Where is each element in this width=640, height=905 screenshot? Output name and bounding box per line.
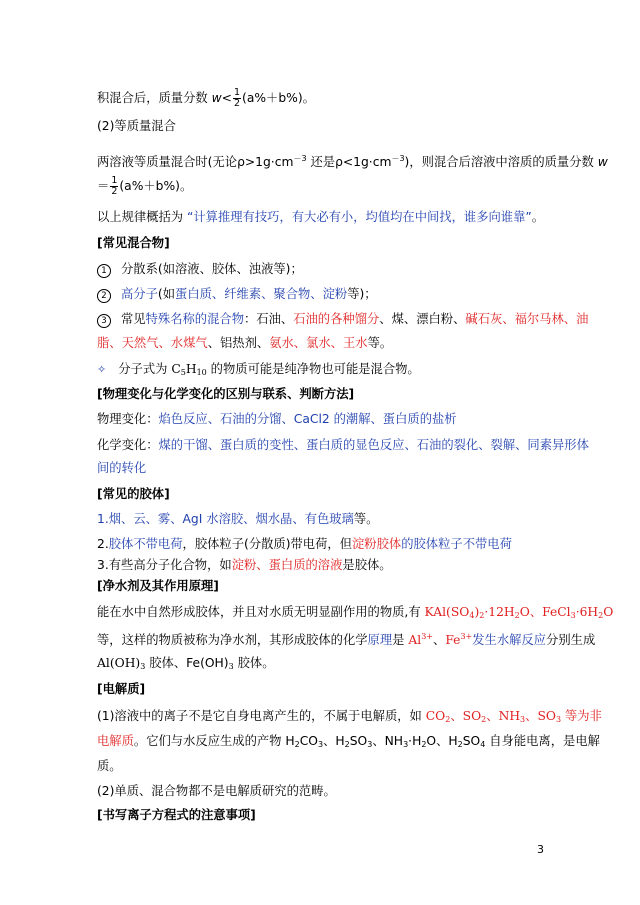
page-number: 3 — [537, 843, 544, 856]
section-heading-physical-chemical-change: [物理变化与化学变化的区别与联系、判断方法] — [97, 387, 355, 401]
text-line-mixing-after-volume: 积混合后，质量分数 w< $\frac{1}{2}$ (a%＋b%)。 — [97, 87, 315, 109]
colloid-item-1: 1.烟、云、雾、AgI 水溶胶、烟水晶、有色玻璃等。 — [97, 512, 379, 526]
section-heading-water-purifier: [净水剂及其作用原理] — [97, 579, 219, 593]
fraction-half: $\frac{1}{2}$ — [233, 87, 241, 109]
electrolyte-text-2: (2)单质、混合物都不是电解质研究的范畴。 — [97, 784, 336, 798]
note-c5h10: ✧ 分子式为 $C_5H_{10}$ 的物质可能是纯净物也可能是混合物。 — [97, 362, 420, 377]
diamond-bullet-icon: ✧ — [97, 363, 107, 376]
list-item-dispersion: 1 分散系(如溶液、胶体、浊液等)； — [97, 261, 562, 278]
section-heading-common-mixtures: [常见混合物] — [97, 236, 170, 250]
colloid-item-2: 2.胶体不带电荷，胶体粒子(分散质)带电荷，但淀粉胶体的胶体粒子不带电荷 — [97, 537, 512, 551]
text-line-equal-mass: (2)等质量混合 — [97, 119, 176, 133]
electrolyte-text-1: (1)溶液中的离子不是它自身电离产生的，不属于电解质，如 $CO_2$、$SO_2$、$NH_3$、$SO_3$ 等为非 — [97, 709, 602, 724]
electrolyte-text-1-end: 质。 — [97, 759, 122, 773]
list-item-special-mixtures-cont: 脂、天然气、水煤气、铝热剂、氨水、氯水、王水等。 — [97, 336, 393, 350]
text-line-equal-mass-desc: 两溶液等质量混合时(无论$\rho>1g\cdot cm^{-3}$ 还是$\rho<1g\cdot cm^{-3}$)，则混合后溶液中溶质的质量分数 w — [97, 154, 608, 169]
list-item-special-mixtures: 3 常见特殊名称的混合物：石油、石油的各种馏分、煤、漂白粉、碱石灰、福尔马林、油 — [97, 311, 562, 328]
section-heading-electrolyte: [电解质] — [97, 682, 146, 696]
circled-number: 3 — [97, 314, 111, 328]
section-heading-common-colloids: [常见的胶体] — [97, 487, 170, 501]
list-item-polymer: 2 高分子(如蛋白质、纤维素、聚合物、淀粉等)； — [97, 286, 562, 303]
electrolyte-text-1-cont: 电解质。它们与水反应生成的产物 $H_2CO_3$、$H_2SO_3$、$NH_3\cdot H_2O$、$H_2SO_4$ 自身能电离，是电解 — [97, 734, 600, 749]
text-line-rule-summary: 以上规律概括为 “计算推理有技巧，有大必有小，均值均在中间找，谁多向谁靠”。 — [97, 210, 545, 224]
purifier-text-2: 等，这样的物质被称为净水剂，其形成胶体的化学原理是 $Al^{3+}$、$Fe^{3+}$发生水解反应分别生成 — [97, 632, 596, 647]
text-physical-change: 物理变化：焰色反应、石油的分馏、CaCl2 的潮解、蛋白质的盐析 — [97, 412, 457, 426]
section-heading-ionic-equation-notes: [书写离子方程式的注意事项] — [97, 808, 256, 822]
purifier-text-3: $Al(OH)_3$ 胶体、$Fe(OH)_3$ 胶体。 — [97, 656, 275, 671]
circled-number: 2 — [97, 289, 111, 303]
text-line-fraction-result: ＝ $\frac{1}{2}$ (a%＋b%)。 — [97, 175, 193, 197]
text-chemical-change-cont: 间的转化 — [97, 461, 147, 475]
text-chemical-change: 化学变化：煤的干馏、蛋白质的变性、蛋白质的显色反应、石油的裂化、裂解、同素异形体 — [97, 438, 589, 452]
fraction-half-2: $\frac{1}{2}$ — [111, 175, 118, 197]
purifier-text-1: 能在水中自然形成胶体，并且对水质无明显副作用的物质,有 $KAl(SO_4)_2\cdot 12H_2O$、$FeCl_3\cdot 6H_2O$ — [97, 605, 614, 620]
colloid-item-3: 3.有些高分子化合物，如淀粉、蛋白质的溶液是胶体。 — [97, 558, 392, 572]
circled-number: 1 — [97, 264, 111, 278]
